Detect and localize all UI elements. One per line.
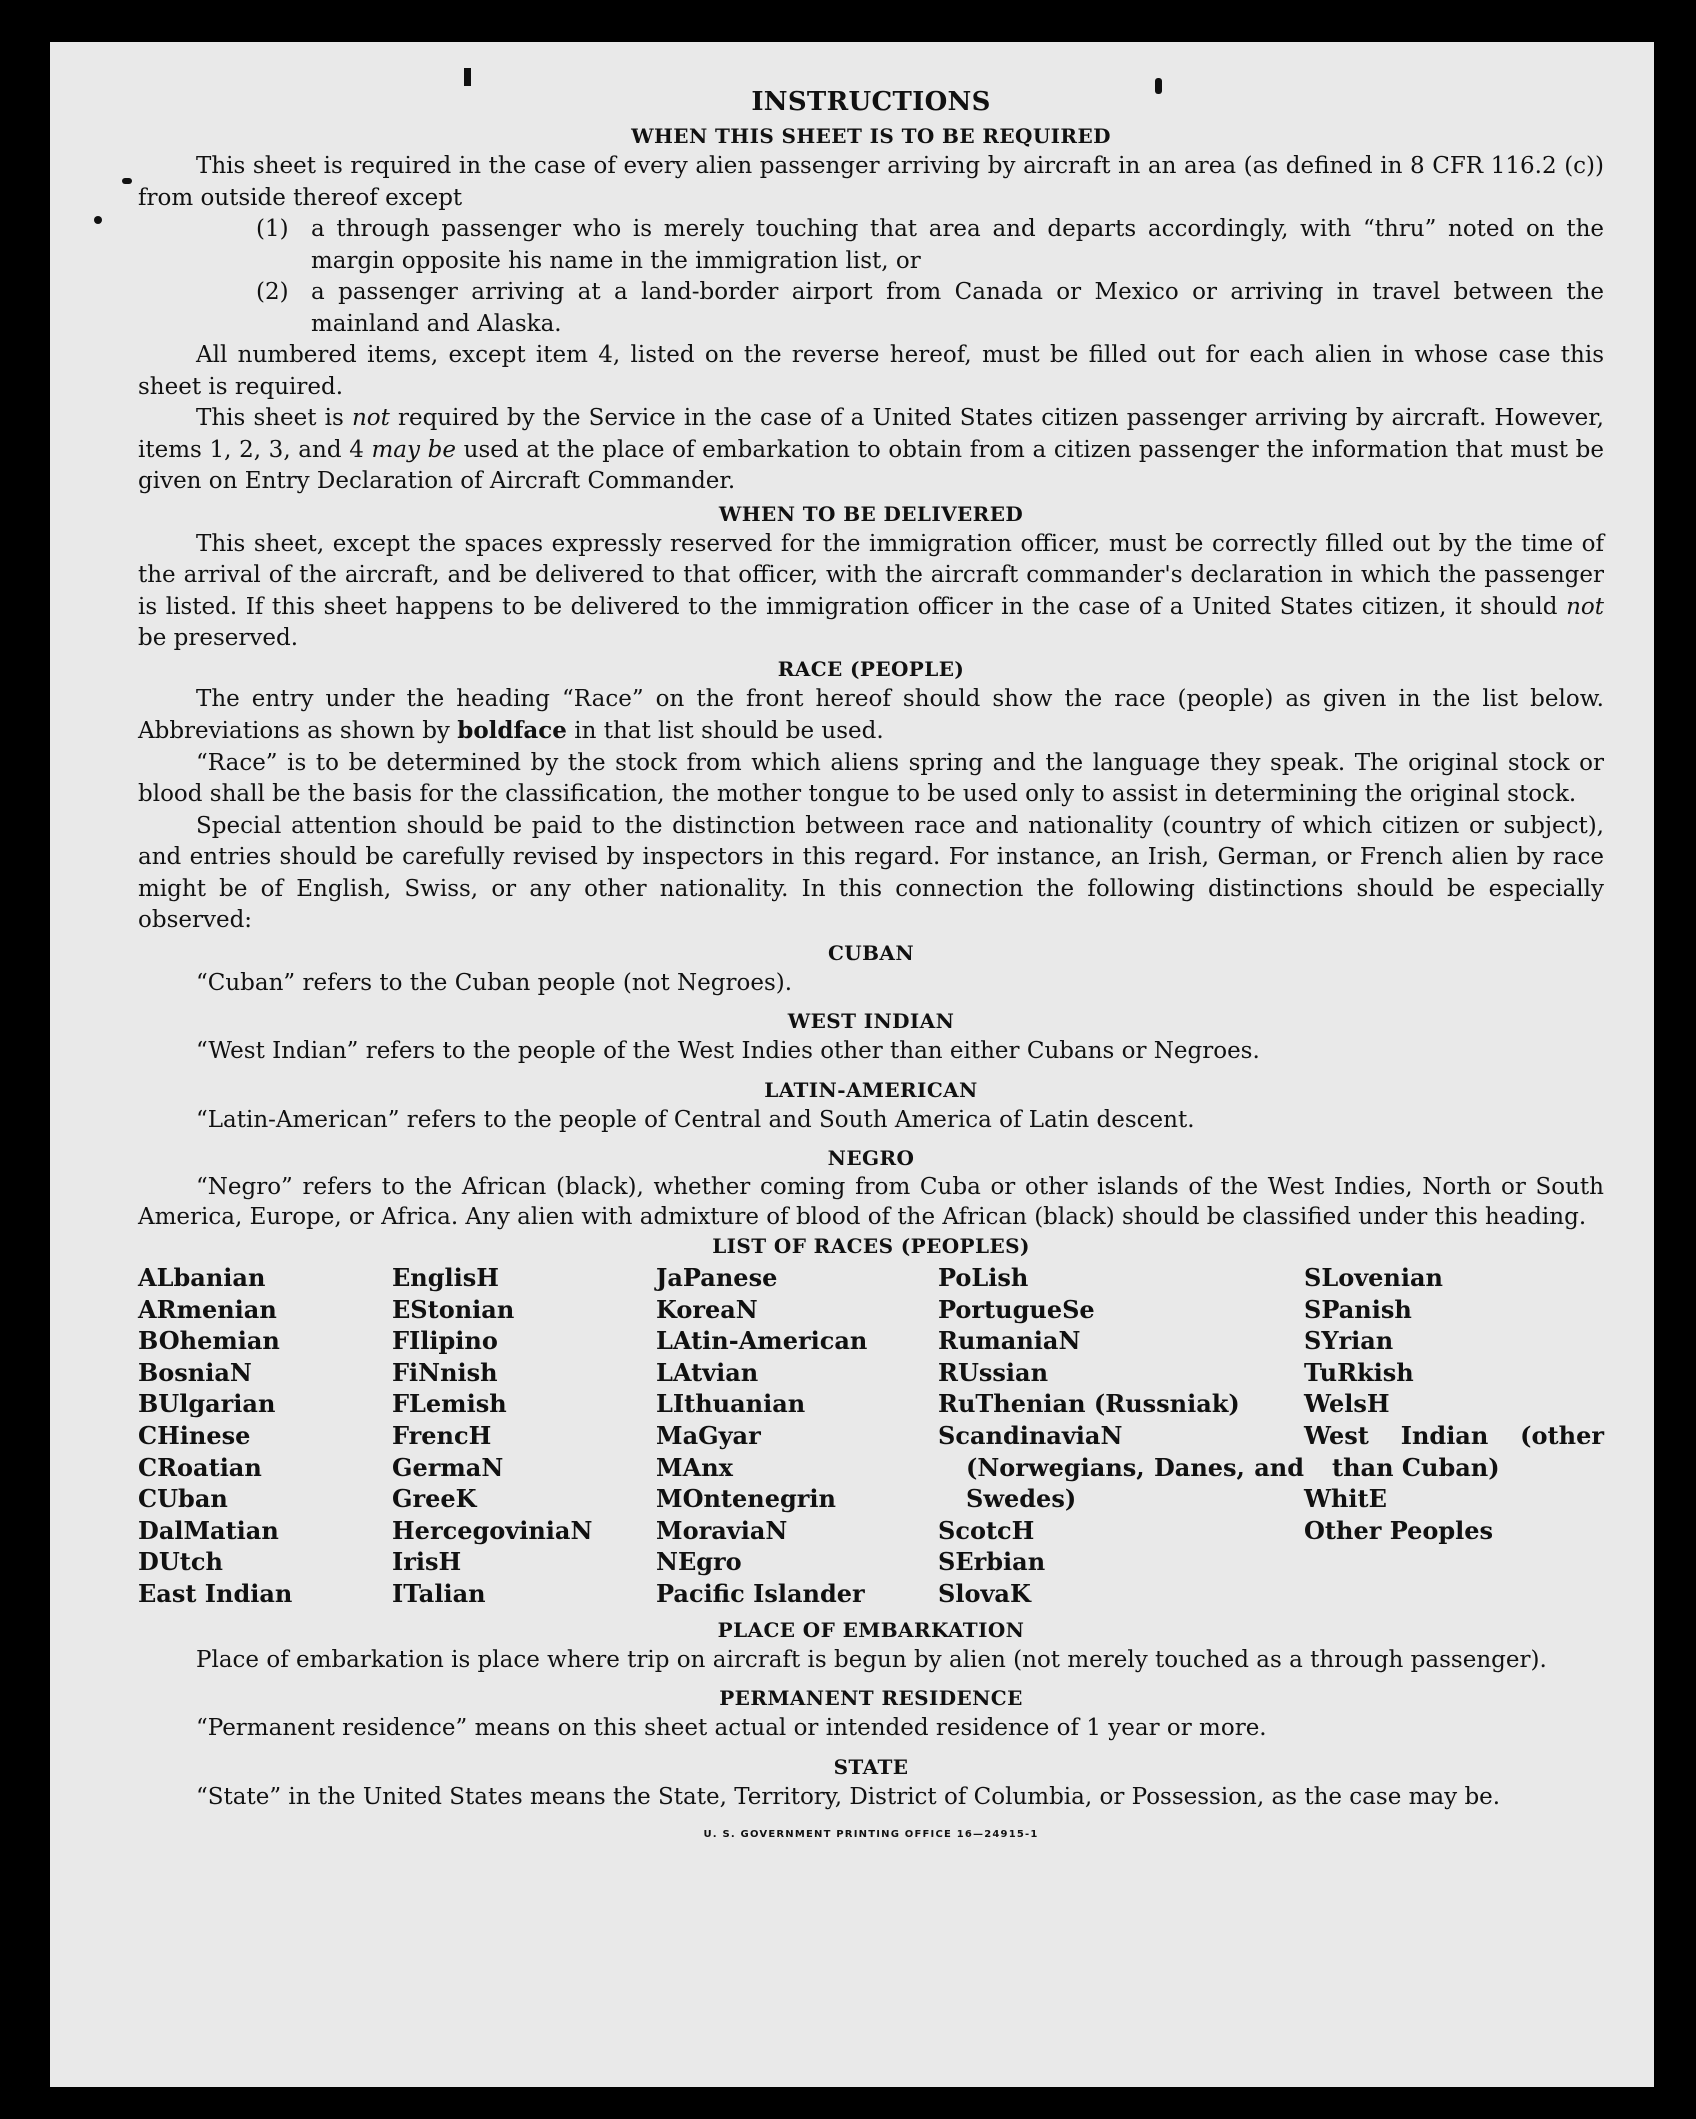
paragraph: “State” in the United States means the State, Territory, District of Columbia, or Possession, as the case may be. [196,1783,1501,1810]
race-item: BosniaN [138,1357,252,1387]
page-title: INSTRUCTIONS [751,87,991,117]
paragraph: This sheet is required in the case of every alien passenger arriving by aircraft in an area (as defined in 8 CFR 116.2 (c)) from outside thereof except [138,153,1604,211]
race-item: MaGyar [656,1420,761,1450]
list-item: (1) a through passenger who is merely touching that area and departs accordingly, with “thru” noted on the margin opposite his name in the immigration list, or [256,216,1604,274]
paragraph: This sheet is not required by the Service in the case of a United States citizen passenger arriving by aircraft. However, items 1, 2, 3, and 4 may be used at the place of embarkation to obtain from a citizen passenger the information that must be given on Entry Declaration of Aircraft Commander. [138,405,1604,494]
race-item: FrencH [392,1420,492,1450]
race-item: WelsH [1304,1389,1390,1419]
race-item: MoraviaN [656,1515,788,1545]
race-item: ScandinaviaN (Norwegians, Danes, and Swedes) [938,1420,1304,1514]
section-heading-state: STATE [833,1754,909,1779]
race-item: LAtin-American [656,1326,868,1356]
race-item: LIthuanian [656,1389,806,1419]
list-item: (2) a passenger arriving at a land-border airport from Canada or Mexico or arriving in travel between the mainland and Alaska. [256,279,1604,337]
race-item: EStonian [392,1294,515,1324]
paragraph: “Race” is to be determined by the stock from which aliens spring and the language they speak. The original stock or blood shall be the basis for the classification, the mother tongue to be used only to assist in determining the original stock. [138,749,1604,807]
race-item: SErbian [938,1547,1046,1577]
paragraph: “Permanent residence” means on this sheet actual or intended residence of 1 year or more. [196,1715,1267,1742]
race-item: ALbanian [138,1263,266,1292]
race-item: IrisH [392,1547,462,1577]
race-column-5 [1304,1262,1604,1610]
section-heading-list: LIST OF RACES (PEOPLES) [712,1234,1030,1258]
section-heading-delivered: WHEN TO BE DELIVERED [718,501,1024,526]
race-item: CUban [138,1484,228,1514]
race-item: MOntenegrin [656,1484,836,1514]
race-item: PoLish [938,1263,1029,1292]
race-item: DUtch [138,1547,223,1577]
paragraph: “Cuban” refers to the Cuban people (not Negroes). [196,969,793,996]
race-item: SLovenian [1304,1263,1443,1292]
race-item: West Indian (other than Cuban) [1304,1420,1604,1482]
exception-list [138,214,1604,340]
race-item: KoreaN [656,1294,758,1324]
race-item: BUlgarian [138,1389,276,1419]
race-item: RUssian [938,1357,1049,1387]
section-heading-required: WHEN THIS SHEET IS TO BE REQUIRED [631,124,1111,148]
paragraph: This sheet, except the spaces expressly reserved for the immigration officer, must be correctly filled out by the time of the arrival of the aircraft, and be delivered to that officer, with the aircraft commander's declaration in which the passenger is listed. If this sheet happens to be delivered to the immigration officer in the case of a United States citizen, it should not be preserved. [138,530,1604,651]
race-item: NEgro [656,1547,742,1577]
race-item: SPanish [1304,1294,1412,1324]
ink-spot [122,178,132,184]
section-heading-negro: NEGRO [827,1146,915,1170]
race-item: ITalian [392,1578,486,1608]
race-item: JaPanese [656,1263,778,1292]
ink-spot [94,216,102,224]
race-item: LAtvian [656,1357,759,1387]
race-item: TuRkish [1304,1357,1414,1387]
race-item: FLemish [392,1389,507,1419]
race-item: EnglisH [392,1263,499,1292]
race-item: ARmenian [138,1294,277,1324]
race-item: Other Peoples [1304,1515,1494,1545]
race-item: WhitE [1304,1484,1387,1514]
paragraph: Place of embarkation is place where trip on aircraft is begun by alien (not merely touched as a through passenger). [196,1646,1547,1673]
race-item: RumaniaN [938,1326,1081,1356]
paragraph: “West Indian” refers to the people of the West Indies other than either Cubans or Negroes. [196,1038,1260,1064]
race-item: MAnx [656,1452,733,1482]
paragraph: “Negro” refers to the African (black), whether coming from Cuba or other islands of the West Indies, North or South America, Europe, or Africa. Any alien with admixture of blood of the African (black) should be classified under this heading. [138,1174,1604,1230]
race-item: SYrian [1304,1326,1394,1356]
race-item: CHinese [138,1420,251,1450]
race-item: ScotcH [938,1515,1035,1545]
race-item: East Indian [138,1578,293,1608]
race-item: BOhemian [138,1326,280,1356]
race-item: PortugueSe [938,1294,1095,1324]
race-item: FiNnish [392,1357,498,1387]
paragraph: All numbered items, except item 4, listed on the reverse hereof, must be filled out for each alien in whose case this sheet is required. [138,342,1604,400]
race-item: SlovaK [938,1578,1031,1608]
paragraph: The entry under the heading “Race” on the front hereof should show the race (people) as given in the list below. Abbreviations as shown by boldface in that list should be used. [138,685,1604,744]
instructions-content [138,84,1604,1851]
document-page [50,42,1654,2087]
race-item: RuThenian (Russniak) [938,1389,1240,1419]
section-heading-cuban: CUBAN [827,940,915,965]
paragraph: “Latin-American” refers to the people of Central and South America of Latin descent. [196,1106,1195,1133]
race-column-2 [392,1262,656,1610]
race-item: CRoatian [138,1452,262,1482]
race-item: DalMatian [138,1515,279,1545]
race-item: Pacific Islander [656,1578,865,1608]
race-column-4 [938,1262,1304,1610]
race-list [138,1262,1604,1610]
section-heading-latin-american: LATIN-AMERICAN [764,1077,978,1102]
race-column-3 [656,1262,938,1610]
printer-imprint: U. S. GOVERNMENT PRINTING OFFICE 16—24915-1 [703,1829,1039,1841]
section-heading-west-indian: WEST INDIAN [787,1009,955,1033]
race-column-1 [138,1262,392,1610]
section-heading-residence: PERMANENT RESIDENCE [719,1686,1023,1711]
race-item: GreeK [392,1484,477,1514]
section-heading-embarkation: PLACE OF EMBARKATION [717,1617,1025,1642]
section-heading-race: RACE (PEOPLE) [777,656,965,681]
race-item: HercegoviniaN [392,1515,593,1545]
paragraph: Special attention should be paid to the distinction between race and nationality (country of which citizen or subject), and entries should be carefully revised by inspectors in this regard. For instance, an Irish, German, or French alien by race might be of English, Swiss, or any other nationality. In this connection the following distinctions should be especially observed: [138,812,1604,933]
race-item: FIlipino [392,1326,498,1356]
race-item: GermaN [392,1452,504,1482]
